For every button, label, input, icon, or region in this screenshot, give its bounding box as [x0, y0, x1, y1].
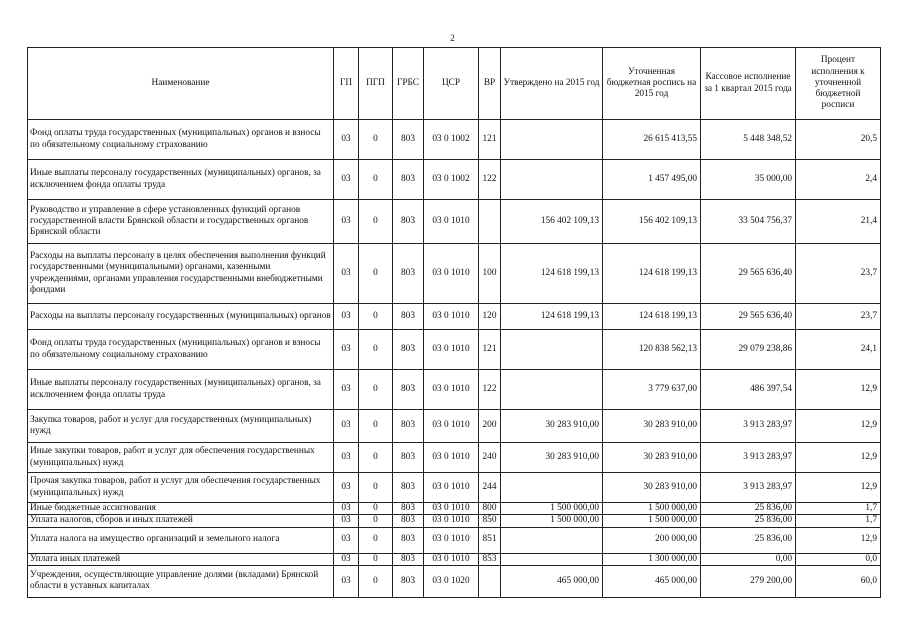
- budget-table: [27, 47, 881, 598]
- cell-percent: 23,7: [796, 244, 881, 304]
- cell-approved: [501, 120, 603, 160]
- cell-gp: 03: [334, 120, 359, 160]
- cell-approved: 1 500 000,00: [501, 515, 603, 527]
- cell-pgp: 0: [359, 304, 393, 330]
- table-body: [28, 120, 881, 598]
- cell-cash: 3 913 283,97: [701, 443, 796, 473]
- cell-vr: 200: [479, 410, 501, 443]
- cell-csr: 03 0 1002: [424, 120, 479, 160]
- cell-name: Руководство и управление в сфере установленных функций органов государственной власти Брянской области и государственных органов Брянской области: [28, 200, 334, 244]
- cell-csr: 03 0 1010: [424, 244, 479, 304]
- cell-cash: 25 836,00: [701, 527, 796, 553]
- cell-percent: 12,9: [796, 473, 881, 503]
- cell-vr: 120: [479, 304, 501, 330]
- page-number: 2: [450, 33, 455, 43]
- cell-grbs: 803: [393, 244, 424, 304]
- cell-pgp: 0: [359, 370, 393, 410]
- cell-vr: 121: [479, 330, 501, 370]
- cell-percent: 12,9: [796, 443, 881, 473]
- cell-gp: 03: [334, 410, 359, 443]
- cell-percent: 0,0: [796, 553, 881, 565]
- cell-grbs: 803: [393, 515, 424, 527]
- cell-vr: 100: [479, 244, 501, 304]
- cell-refined: 124 618 199,13: [603, 244, 701, 304]
- cell-pgp: 0: [359, 160, 393, 200]
- table-row: [28, 120, 881, 160]
- cell-gp: 03: [334, 553, 359, 565]
- cell-cash: 3 913 283,97: [701, 473, 796, 503]
- cell-cash: 486 397,54: [701, 370, 796, 410]
- header-grbs: ГРБС: [393, 48, 424, 120]
- table-row: [28, 515, 881, 527]
- cell-approved: [501, 553, 603, 565]
- cell-grbs: 803: [393, 473, 424, 503]
- cell-refined: 1 300 000,00: [603, 553, 701, 565]
- cell-cash: 3 913 283,97: [701, 410, 796, 443]
- cell-grbs: 803: [393, 370, 424, 410]
- cell-approved: 465 000,00: [501, 565, 603, 597]
- cell-csr: 03 0 1002: [424, 160, 479, 200]
- table-row: [28, 244, 881, 304]
- table-row: [28, 527, 881, 553]
- cell-name: Расходы на выплаты персоналу государственных (муниципальных) органов: [28, 304, 334, 330]
- cell-pgp: 0: [359, 515, 393, 527]
- cell-pgp: 0: [359, 553, 393, 565]
- cell-gp: 03: [334, 304, 359, 330]
- cell-refined: 3 779 637,00: [603, 370, 701, 410]
- header-pgp: ПГП: [359, 48, 393, 120]
- cell-approved: 1 500 000,00: [501, 503, 603, 515]
- cell-pgp: 0: [359, 443, 393, 473]
- cell-grbs: 803: [393, 160, 424, 200]
- cell-percent: 21,4: [796, 200, 881, 244]
- cell-cash: 35 000,00: [701, 160, 796, 200]
- cell-approved: [501, 160, 603, 200]
- cell-pgp: 0: [359, 527, 393, 553]
- cell-grbs: 803: [393, 527, 424, 553]
- cell-refined: 30 283 910,00: [603, 410, 701, 443]
- cell-approved: 124 618 199,13: [501, 304, 603, 330]
- cell-approved: [501, 527, 603, 553]
- cell-approved: 124 618 199,13: [501, 244, 603, 304]
- cell-refined: 30 283 910,00: [603, 473, 701, 503]
- cell-approved: [501, 370, 603, 410]
- header-approved: Утверждено на 2015 год: [501, 48, 603, 120]
- cell-grbs: 803: [393, 410, 424, 443]
- header-vr: ВР: [479, 48, 501, 120]
- cell-gp: 03: [334, 200, 359, 244]
- cell-vr: 121: [479, 120, 501, 160]
- cell-name: Расходы на выплаты персоналу в целях обеспечения выполнения функций государственными (муниципальными) органами, казенными учреждениями, органами управления государственными внебюджетными фондами: [28, 244, 334, 304]
- cell-csr: 03 0 1010: [424, 370, 479, 410]
- cell-gp: 03: [334, 160, 359, 200]
- cell-percent: 20,5: [796, 120, 881, 160]
- cell-gp: 03: [334, 330, 359, 370]
- table-row: [28, 304, 881, 330]
- cell-name: Уплата иных платежей: [28, 553, 334, 565]
- cell-csr: 03 0 1010: [424, 200, 479, 244]
- cell-grbs: 803: [393, 304, 424, 330]
- cell-gp: 03: [334, 244, 359, 304]
- table-row: [28, 503, 881, 515]
- cell-vr: 850: [479, 515, 501, 527]
- cell-pgp: 0: [359, 120, 393, 160]
- cell-grbs: 803: [393, 565, 424, 597]
- cell-grbs: 803: [393, 443, 424, 473]
- cell-refined: 30 283 910,00: [603, 443, 701, 473]
- table-row: [28, 410, 881, 443]
- cell-pgp: 0: [359, 565, 393, 597]
- table-row: [28, 443, 881, 473]
- cell-name: Прочая закупка товаров, работ и услуг для обеспечения государственных (муниципальных) нужд: [28, 473, 334, 503]
- cell-gp: 03: [334, 565, 359, 597]
- cell-grbs: 803: [393, 503, 424, 515]
- cell-approved: [501, 330, 603, 370]
- table-row: [28, 160, 881, 200]
- cell-name: Фонд оплаты труда государственных (муниципальных) органов и взносы по обязательному социальному страхованию: [28, 330, 334, 370]
- cell-grbs: 803: [393, 200, 424, 244]
- header-csr: ЦСР: [424, 48, 479, 120]
- cell-percent: 12,9: [796, 410, 881, 443]
- cell-grbs: 803: [393, 553, 424, 565]
- cell-name: Закупка товаров, работ и услуг для государственных (муниципальных) нужд: [28, 410, 334, 443]
- cell-csr: 03 0 1010: [424, 330, 479, 370]
- cell-csr: 03 0 1010: [424, 410, 479, 443]
- cell-vr: 122: [479, 370, 501, 410]
- cell-pgp: 0: [359, 503, 393, 515]
- header-cash: Кассовое исполнение за 1 квартал 2015 года: [701, 48, 796, 120]
- cell-pgp: 0: [359, 244, 393, 304]
- header-refined: Уточненная бюджетная роспись на 2015 год: [603, 48, 701, 120]
- table-row: [28, 565, 881, 597]
- cell-cash: 5 448 348,52: [701, 120, 796, 160]
- cell-csr: 03 0 1010: [424, 527, 479, 553]
- cell-gp: 03: [334, 443, 359, 473]
- cell-cash: 29 079 238,86: [701, 330, 796, 370]
- cell-cash: 0,00: [701, 553, 796, 565]
- cell-vr: 800: [479, 503, 501, 515]
- cell-refined: 124 618 199,13: [603, 304, 701, 330]
- cell-name: Иные бюджетные ассигнования: [28, 503, 334, 515]
- cell-refined: 200 000,00: [603, 527, 701, 553]
- cell-name: Уплата налогов, сборов и иных платежей: [28, 515, 334, 527]
- cell-gp: 03: [334, 515, 359, 527]
- cell-grbs: 803: [393, 330, 424, 370]
- cell-grbs: 803: [393, 120, 424, 160]
- cell-gp: 03: [334, 370, 359, 410]
- cell-cash: 25 836,00: [701, 503, 796, 515]
- cell-csr: 03 0 1010: [424, 473, 479, 503]
- cell-approved: 30 283 910,00: [501, 443, 603, 473]
- cell-refined: 156 402 109,13: [603, 200, 701, 244]
- cell-refined: 1 500 000,00: [603, 503, 701, 515]
- cell-name: Иные выплаты персоналу государственных (муниципальных) органов, за исключением фонда оплаты труда: [28, 370, 334, 410]
- table-row: [28, 553, 881, 565]
- cell-refined: 120 838 562,13: [603, 330, 701, 370]
- cell-name: Уплата налога на имущество организаций и земельного налога: [28, 527, 334, 553]
- cell-refined: 26 615 413,55: [603, 120, 701, 160]
- cell-refined: 1 457 495,00: [603, 160, 701, 200]
- cell-refined: 465 000,00: [603, 565, 701, 597]
- cell-name: Иные закупки товаров, работ и услуг для обеспечения государственных (муниципальных) нужд: [28, 443, 334, 473]
- cell-csr: 03 0 1010: [424, 503, 479, 515]
- cell-percent: 12,9: [796, 527, 881, 553]
- cell-cash: 33 504 756,37: [701, 200, 796, 244]
- cell-gp: 03: [334, 503, 359, 515]
- table-row: [28, 370, 881, 410]
- table-row: [28, 200, 881, 244]
- header-percent: Процент исполнения к уточненной бюджетной росписи: [796, 48, 881, 120]
- cell-vr: 244: [479, 473, 501, 503]
- cell-percent: 12,9: [796, 370, 881, 410]
- cell-csr: 03 0 1020: [424, 565, 479, 597]
- cell-cash: 25 836,00: [701, 515, 796, 527]
- cell-vr: 122: [479, 160, 501, 200]
- cell-pgp: 0: [359, 473, 393, 503]
- table-header-row: [28, 48, 881, 120]
- cell-name: Иные выплаты персоналу государственных (муниципальных) органов, за исключением фонда оплаты труда: [28, 160, 334, 200]
- cell-gp: 03: [334, 527, 359, 553]
- cell-csr: 03 0 1010: [424, 515, 479, 527]
- header-name: Наименование: [28, 48, 334, 120]
- cell-cash: 279 200,00: [701, 565, 796, 597]
- cell-vr: 240: [479, 443, 501, 473]
- cell-approved: [501, 473, 603, 503]
- cell-gp: 03: [334, 473, 359, 503]
- header-gp: ГП: [334, 48, 359, 120]
- cell-approved: 156 402 109,13: [501, 200, 603, 244]
- cell-pgp: 0: [359, 410, 393, 443]
- table-row: [28, 473, 881, 503]
- cell-csr: 03 0 1010: [424, 443, 479, 473]
- cell-percent: 24,1: [796, 330, 881, 370]
- cell-name: Фонд оплаты труда государственных (муниципальных) органов и взносы по обязательному социальному страхованию: [28, 120, 334, 160]
- cell-approved: 30 283 910,00: [501, 410, 603, 443]
- cell-vr: 853: [479, 553, 501, 565]
- cell-name: Учреждения, осуществляющие управление долями (вкладами) Брянской области в уставных капиталах: [28, 565, 334, 597]
- cell-percent: 1,7: [796, 515, 881, 527]
- cell-csr: 03 0 1010: [424, 304, 479, 330]
- cell-csr: 03 0 1010: [424, 553, 479, 565]
- cell-percent: 2,4: [796, 160, 881, 200]
- cell-vr: 851: [479, 527, 501, 553]
- cell-vr: [479, 200, 501, 244]
- cell-percent: 1,7: [796, 503, 881, 515]
- cell-pgp: 0: [359, 200, 393, 244]
- cell-percent: 60,0: [796, 565, 881, 597]
- cell-pgp: 0: [359, 330, 393, 370]
- cell-cash: 29 565 636,40: [701, 304, 796, 330]
- cell-cash: 29 565 636,40: [701, 244, 796, 304]
- cell-vr: [479, 565, 501, 597]
- table-row: [28, 330, 881, 370]
- cell-refined: 1 500 000,00: [603, 515, 701, 527]
- cell-percent: 23,7: [796, 304, 881, 330]
